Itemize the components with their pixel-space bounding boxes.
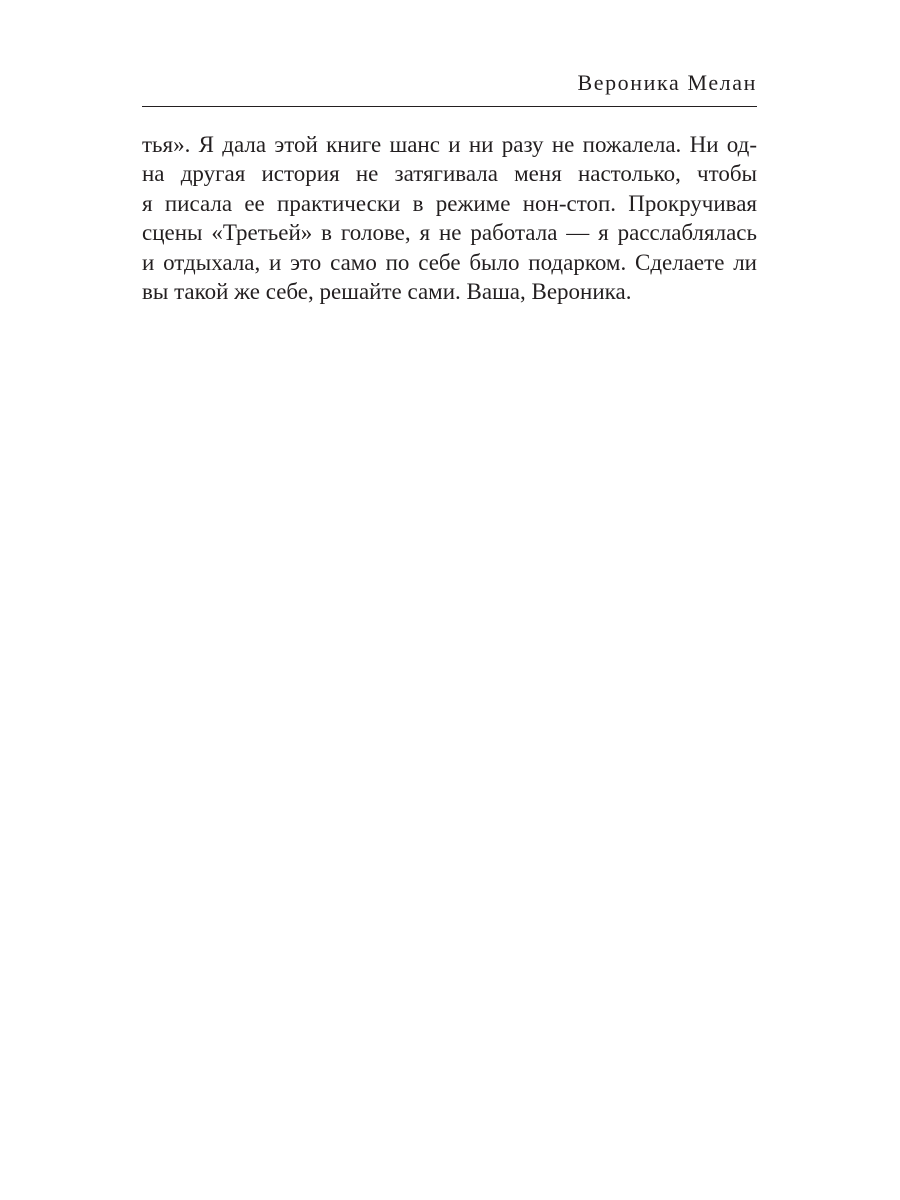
text-line: и отдыхала, и это само по себе было подарком. Сделаете ли <box>142 249 757 275</box>
text-line: тья». Я дала этой книге шанс и ни разу не пожалела. Ни од- <box>142 132 757 157</box>
author-name: Вероника Мелан <box>577 70 757 95</box>
text-line: вы такой же себе, решайте сами. Ваша, Вероника. <box>142 278 632 304</box>
text-line: сцены «Третьей» в голове, я не работала — я расслаблялась <box>142 220 757 246</box>
body-paragraph <box>142 130 757 306</box>
running-header <box>142 64 757 107</box>
text-line: я писала ее практически в режиме нон-стоп. Прокручивая <box>142 190 757 216</box>
text-line: на другая история не затягивала меня настолько, чтобы <box>142 161 757 187</box>
